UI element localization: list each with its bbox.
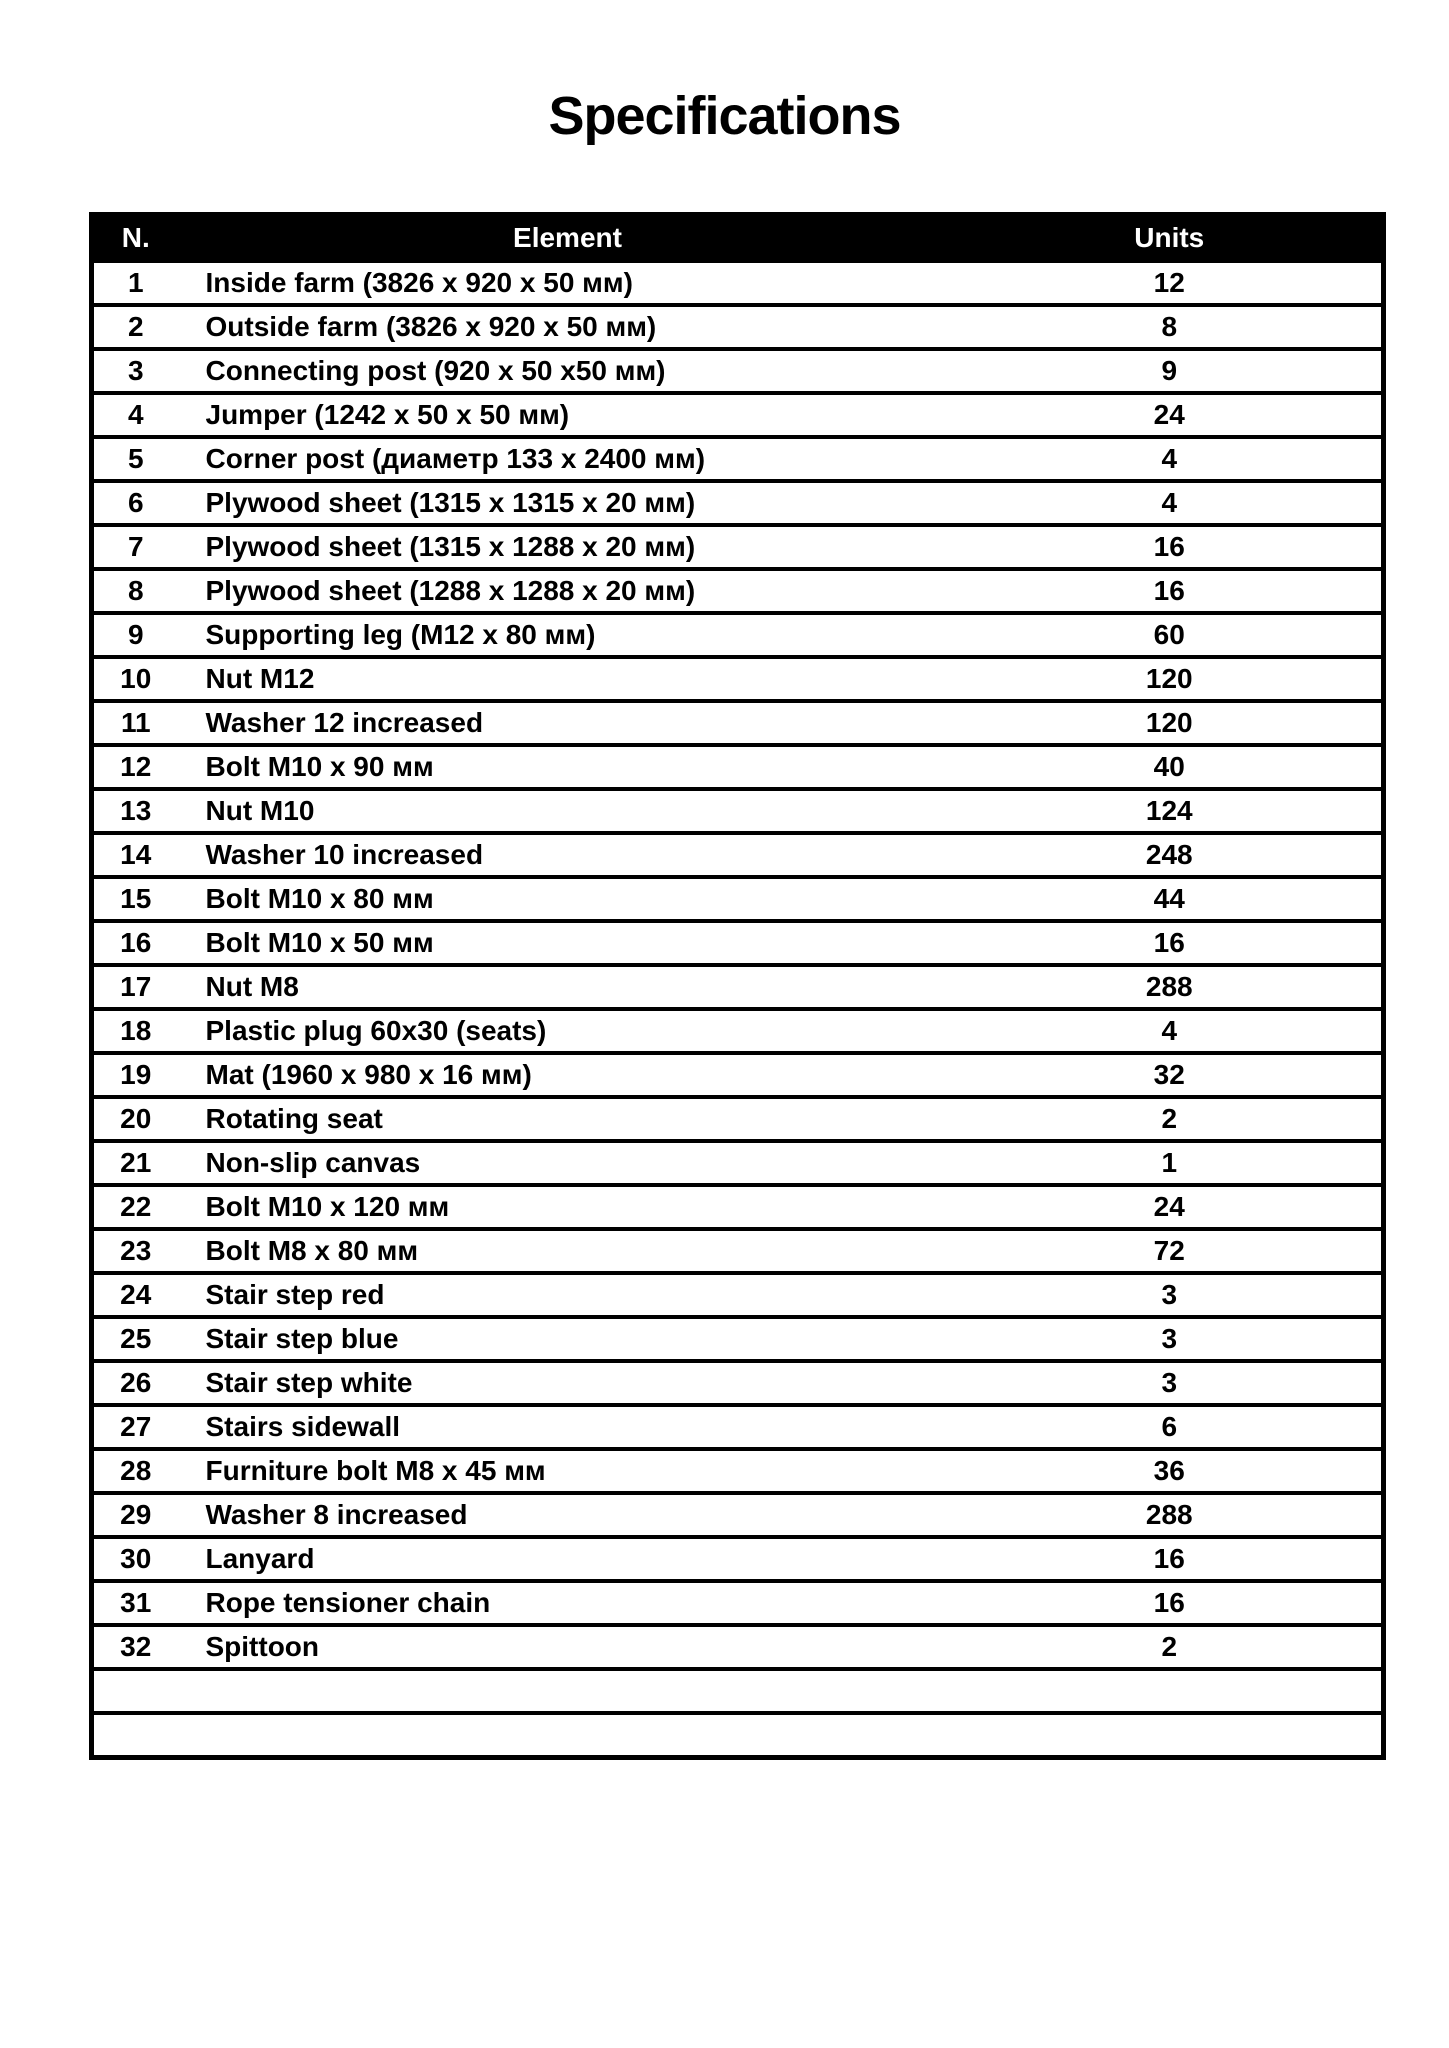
column-header-units: Units (958, 215, 1384, 262)
table-row (92, 1405, 1384, 1449)
element-cell: Bolt M10 x 90 мм (178, 745, 958, 789)
units-cell: 16 (958, 1537, 1384, 1581)
element-cell: Plastic plug 60x30 (seats) (178, 1009, 958, 1053)
table-row (92, 349, 1384, 393)
units-cell: 120 (958, 657, 1384, 701)
row-number-cell: 27 (92, 1405, 178, 1449)
units-cell: 3 (958, 1317, 1384, 1361)
units-cell (958, 1669, 1384, 1713)
table-row (92, 305, 1384, 349)
table-row (92, 1053, 1384, 1097)
table-row (92, 789, 1384, 833)
element-cell: Stair step red (178, 1273, 958, 1317)
element-cell: Connecting post (920 x 50 x50 мм) (178, 349, 958, 393)
table-row (92, 965, 1384, 1009)
units-cell: 12 (958, 261, 1384, 305)
table-row (92, 833, 1384, 877)
units-cell: 6 (958, 1405, 1384, 1449)
row-number-cell: 17 (92, 965, 178, 1009)
element-cell: Plywood sheet (1288 x 1288 x 20 мм) (178, 569, 958, 613)
column-header-element: Element (178, 215, 958, 262)
units-cell: 120 (958, 701, 1384, 745)
units-cell: 4 (958, 1009, 1384, 1053)
table-row (92, 921, 1384, 965)
units-cell: 288 (958, 965, 1384, 1009)
table-row (92, 261, 1384, 305)
table-header-row (92, 215, 1384, 262)
element-cell: Stairs sidewall (178, 1405, 958, 1449)
element-cell: Stair step white (178, 1361, 958, 1405)
row-number-cell: 20 (92, 1097, 178, 1141)
units-cell: 16 (958, 525, 1384, 569)
units-cell: 32 (958, 1053, 1384, 1097)
units-cell: 60 (958, 613, 1384, 657)
table-row (92, 1537, 1384, 1581)
units-cell: 16 (958, 1581, 1384, 1625)
element-cell: Washer 10 increased (178, 833, 958, 877)
element-cell: Furniture bolt M8 x 45 мм (178, 1449, 958, 1493)
row-number-cell: 15 (92, 877, 178, 921)
units-cell: 288 (958, 1493, 1384, 1537)
row-number-cell: 31 (92, 1581, 178, 1625)
table-row (92, 745, 1384, 789)
table-row (92, 1097, 1384, 1141)
element-cell: Bolt M10 x 50 мм (178, 921, 958, 965)
table-row (92, 569, 1384, 613)
specifications-table (89, 212, 1386, 1760)
table-row (92, 1185, 1384, 1229)
row-number-cell: 12 (92, 745, 178, 789)
row-number-cell: 24 (92, 1273, 178, 1317)
column-header-n: N. (92, 215, 178, 262)
row-number-cell: 25 (92, 1317, 178, 1361)
units-cell: 9 (958, 349, 1384, 393)
page-title: Specifications (548, 86, 901, 146)
row-number-cell: 9 (92, 613, 178, 657)
units-cell: 44 (958, 877, 1384, 921)
element-cell: Outside farm (3826 x 920 x 50 мм) (178, 305, 958, 349)
row-number-cell (92, 1713, 178, 1758)
empty-table-row (92, 1713, 1384, 1758)
element-cell: Nut M12 (178, 657, 958, 701)
table-row (92, 1229, 1384, 1273)
element-cell: Spittoon (178, 1625, 958, 1669)
element-cell: Rotating seat (178, 1097, 958, 1141)
row-number-cell: 18 (92, 1009, 178, 1053)
element-cell: Nut M10 (178, 789, 958, 833)
row-number-cell: 21 (92, 1141, 178, 1185)
units-cell: 124 (958, 789, 1384, 833)
units-cell: 16 (958, 921, 1384, 965)
units-cell: 2 (958, 1625, 1384, 1669)
table-row (92, 1449, 1384, 1493)
row-number-cell: 23 (92, 1229, 178, 1273)
table-row (92, 1493, 1384, 1537)
table-row (92, 701, 1384, 745)
row-number-cell: 16 (92, 921, 178, 965)
row-number-cell: 3 (92, 349, 178, 393)
element-cell: Non-slip canvas (178, 1141, 958, 1185)
units-cell: 248 (958, 833, 1384, 877)
row-number-cell: 22 (92, 1185, 178, 1229)
table-row (92, 437, 1384, 481)
table-row (92, 613, 1384, 657)
units-cell: 1 (958, 1141, 1384, 1185)
element-cell: Plywood sheet (1315 x 1288 x 20 мм) (178, 525, 958, 569)
element-cell: Bolt M10 x 80 мм (178, 877, 958, 921)
row-number-cell: 14 (92, 833, 178, 877)
row-number-cell: 7 (92, 525, 178, 569)
units-cell: 4 (958, 481, 1384, 525)
row-number-cell: 11 (92, 701, 178, 745)
element-cell: Inside farm (3826 x 920 x 50 мм) (178, 261, 958, 305)
units-cell: 36 (958, 1449, 1384, 1493)
table-row (92, 525, 1384, 569)
empty-table-row (92, 1669, 1384, 1713)
row-number-cell: 28 (92, 1449, 178, 1493)
units-cell: 4 (958, 437, 1384, 481)
element-cell: Washer 12 increased (178, 701, 958, 745)
element-cell: Corner post (диаметр 133 x 2400 мм) (178, 437, 958, 481)
table-row (92, 1361, 1384, 1405)
units-cell: 72 (958, 1229, 1384, 1273)
units-cell: 3 (958, 1361, 1384, 1405)
table-row (92, 1273, 1384, 1317)
row-number-cell: 1 (92, 261, 178, 305)
table-body (92, 261, 1384, 1758)
table-header (92, 215, 1384, 262)
element-cell (178, 1713, 958, 1758)
table-row (92, 1009, 1384, 1053)
row-number-cell: 2 (92, 305, 178, 349)
units-cell: 24 (958, 1185, 1384, 1229)
row-number-cell: 26 (92, 1361, 178, 1405)
row-number-cell: 5 (92, 437, 178, 481)
table-row (92, 1141, 1384, 1185)
element-cell: Lanyard (178, 1537, 958, 1581)
element-cell: Mat (1960 x 980 x 16 мм) (178, 1053, 958, 1097)
element-cell: Supporting leg (M12 x 80 мм) (178, 613, 958, 657)
element-cell: Nut M8 (178, 965, 958, 1009)
units-cell: 2 (958, 1097, 1384, 1141)
element-cell (178, 1669, 958, 1713)
element-cell: Washer 8 increased (178, 1493, 958, 1537)
row-number-cell: 8 (92, 569, 178, 613)
element-cell: Stair step blue (178, 1317, 958, 1361)
table-row (92, 481, 1384, 525)
table-row (92, 393, 1384, 437)
table-row (92, 1317, 1384, 1361)
table-row (92, 877, 1384, 921)
row-number-cell: 29 (92, 1493, 178, 1537)
element-cell: Plywood sheet (1315 x 1315 x 20 мм) (178, 481, 958, 525)
units-cell: 24 (958, 393, 1384, 437)
row-number-cell: 19 (92, 1053, 178, 1097)
units-cell: 40 (958, 745, 1384, 789)
row-number-cell: 13 (92, 789, 178, 833)
units-cell: 8 (958, 305, 1384, 349)
row-number-cell: 4 (92, 393, 178, 437)
row-number-cell (92, 1669, 178, 1713)
row-number-cell: 6 (92, 481, 178, 525)
row-number-cell: 30 (92, 1537, 178, 1581)
element-cell: Rope tensioner chain (178, 1581, 958, 1625)
element-cell: Bolt M10 x 120 мм (178, 1185, 958, 1229)
table-row (92, 657, 1384, 701)
units-cell: 3 (958, 1273, 1384, 1317)
element-cell: Jumper (1242 x 50 x 50 мм) (178, 393, 958, 437)
table-row (92, 1625, 1384, 1669)
row-number-cell: 10 (92, 657, 178, 701)
units-cell (958, 1713, 1384, 1758)
units-cell: 16 (958, 569, 1384, 613)
element-cell: Bolt M8 x 80 мм (178, 1229, 958, 1273)
row-number-cell: 32 (92, 1625, 178, 1669)
table-row (92, 1581, 1384, 1625)
